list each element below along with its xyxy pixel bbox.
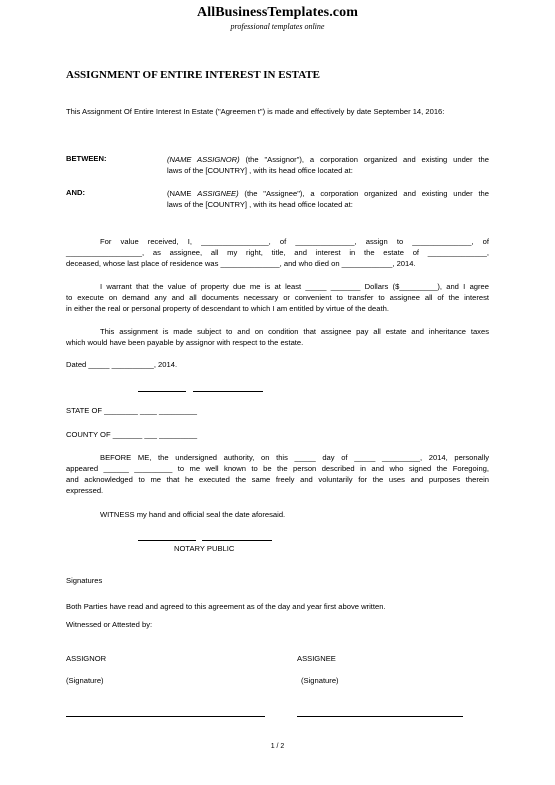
before-line3: and acknowledged to me that he executed the same freely and voluntarily for the uses and purposes therein <box>66 475 489 484</box>
brand-tagline: professional templates online <box>230 22 325 31</box>
assignor-signature-line <box>66 716 265 717</box>
and-label: AND: <box>66 188 85 197</box>
condition-line1: This assignment is made subject to and on condition that assignee pay all estate and inheritance taxes <box>100 327 489 336</box>
assignor-name-placeholder: (NAME ASSIGNOR) <box>167 155 240 164</box>
value-paragraph <box>66 236 489 269</box>
state-line: STATE OF ________ ____ _________ <box>66 406 198 415</box>
value-line2: __________________, as assignee, all my right, title, and interest in the estate of ______________, <box>66 248 489 257</box>
assignee-label: ASSIGNEE <box>297 654 336 663</box>
warrant-line2: to execute on demand any and all documents necessary or convenient to transfer to assignee all of the interest <box>66 293 489 302</box>
and-block <box>167 188 489 210</box>
notary-signature-line <box>138 540 196 541</box>
both-parties-text: Both Parties have read and agreed to this agreement as of the day and year first above written. <box>66 602 386 611</box>
county-line: COUNTY OF _______ ___ _________ <box>66 430 198 439</box>
warrant-paragraph <box>66 281 489 314</box>
signatures-heading: Signatures <box>66 576 103 585</box>
signature-line <box>193 391 263 392</box>
and-line2: laws of the [COUNTRY] , with its head office located at: <box>167 200 353 209</box>
and-line1: (the "Assignee"), a corporation organized and existing under the <box>238 189 490 198</box>
page-number: 1 / 2 <box>270 743 285 750</box>
witnessed-text: Witnessed or Attested by: <box>66 620 153 629</box>
notary-public-label: NOTARY PUBLIC <box>174 544 235 553</box>
value-line1: For value received, I, ________________, of ______________, assign to ______________, of <box>100 237 489 246</box>
assignee-signature-line <box>297 716 463 717</box>
between-line2: laws of the [COUNTRY] , with its head office located at: <box>167 166 353 175</box>
assignee-name-prefix: (NAME <box>167 189 198 198</box>
before-line1: BEFORE ME, the undersigned authority, on this _____ day of _____ _________, 2014, personally <box>100 453 489 462</box>
between-label: BETWEEN: <box>66 154 107 163</box>
between-block <box>167 154 489 176</box>
assignor-label: ASSIGNOR <box>66 654 107 663</box>
witness-line: WITNESS my hand and official seal the date aforesaid. <box>100 510 286 519</box>
document-title: ASSIGNMENT OF ENTIRE INTEREST IN ESTATE <box>66 69 320 81</box>
condition-paragraph <box>66 326 489 348</box>
warrant-line1: I warrant that the value of property due me is at least _____ _______ Dollars ($_________), and I agree <box>100 282 489 291</box>
brand-header <box>0 5 555 31</box>
dated-line: Dated _____ __________, 2014. <box>66 360 178 369</box>
value-line3: deceased, whose last place of residence was ______________, and who died on ____________, 2014. <box>66 259 416 268</box>
before-paragraph <box>66 452 489 496</box>
signature-line <box>138 391 186 392</box>
before-line4: expressed. <box>66 486 104 495</box>
warrant-line3: in either the real or personal property of descendant to which I am entitled by virtue of the death. <box>66 304 389 313</box>
intro-text: This Assignment Of Entire Interest In Estate ("Agreemen t") is made and effectively by date September 14, 2016: <box>66 107 445 116</box>
assignee-name-placeholder: ASSIGNEE) <box>197 189 239 198</box>
brand-name: AllBusinessTemplates.com <box>197 5 358 20</box>
assignor-signature-caption: (Signature) <box>66 676 104 685</box>
assignee-signature-caption: (Signature) <box>301 676 339 685</box>
condition-line2: which would have been payable by assignor with respect to the estate. <box>66 338 304 347</box>
before-line2: appeared ______ _________ to me well known to be the person described in and who signed the Foregoing, <box>66 464 489 473</box>
between-line1: (the "Assignor"), a corporation organized and existing under the <box>239 155 489 164</box>
notary-signature-line <box>202 540 272 541</box>
